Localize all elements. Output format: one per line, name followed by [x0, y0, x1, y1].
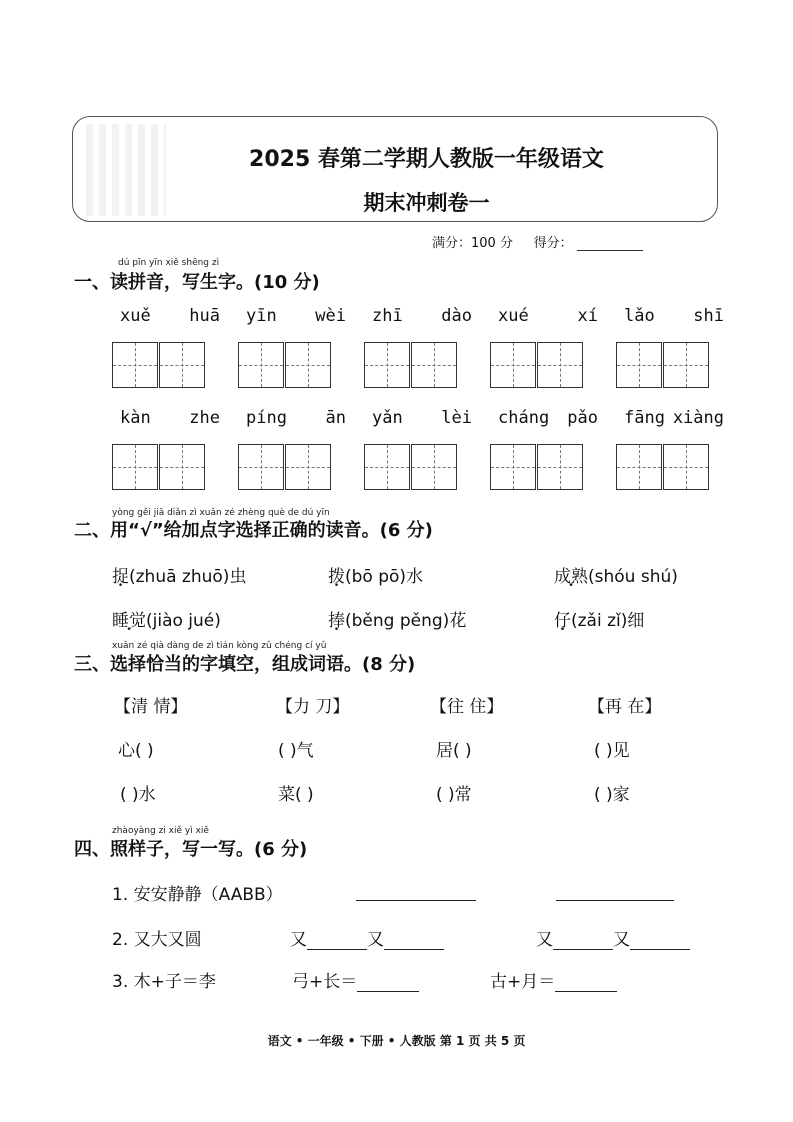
full-score: 满分：100 分: [432, 236, 513, 251]
pinyin-choice: (shóu shú): [588, 567, 678, 587]
pinyin-choice: (zǎi zǐ): [571, 611, 628, 631]
dotted-char: 睡觉: [112, 611, 146, 631]
score-line: [432, 232, 643, 251]
compose-answer[interactable]: 弓+长＝: [292, 967, 419, 992]
char-suffix: 虫: [229, 567, 247, 587]
tian-grid-box[interactable]: [364, 342, 410, 388]
pinyin-prompt: píng ān: [246, 408, 346, 428]
tian-grid-box[interactable]: [490, 444, 536, 490]
dotted-char: 捉: [112, 567, 129, 587]
tian-grid-box[interactable]: [616, 342, 662, 388]
section3-ruby: xuǎn zé qià dàng de zì tián kòng zǔ chéng cí yǔ: [112, 641, 327, 651]
example-1: 1. 安安静静（AABB）: [112, 885, 283, 905]
tian-grid-box[interactable]: [285, 444, 331, 490]
pinyin-choice: (bō pō): [345, 567, 407, 587]
tian-grid-box[interactable]: [238, 444, 284, 490]
tian-grid-box[interactable]: [663, 444, 709, 490]
pinyin-choice: (běng pěng): [345, 611, 450, 631]
pinyin-prompt: fāng xiàng: [624, 408, 724, 428]
question-item[interactable]: [554, 562, 678, 587]
compose-answer[interactable]: 古+月＝: [490, 967, 617, 992]
tian-grid-box[interactable]: [537, 342, 583, 388]
pinyin-prompt: cháng pǎo: [498, 408, 598, 428]
tian-grid-box[interactable]: [112, 342, 158, 388]
pattern-answer[interactable]: 又 又: [290, 925, 444, 950]
pinyin-prompt: xuě huā: [120, 306, 220, 326]
fill-blank[interactable]: ( )见: [594, 741, 630, 761]
example-2: 2. 又大又圆: [112, 930, 202, 950]
tian-grid-box[interactable]: [411, 342, 457, 388]
pattern-answer[interactable]: 又 又: [536, 925, 690, 950]
section1-title: 一、读拼音，写生字。(10 分): [74, 272, 320, 293]
char-group: 【再 在】: [588, 697, 662, 717]
tian-grid-box[interactable]: [238, 342, 284, 388]
fill-blank[interactable]: ( )家: [594, 785, 630, 805]
pinyin-prompt: yīn wèi: [246, 306, 346, 326]
char-suffix: 花: [449, 611, 467, 631]
tian-grid-box[interactable]: [159, 444, 205, 490]
question-item[interactable]: [112, 562, 246, 587]
tian-grid-box[interactable]: [663, 342, 709, 388]
section3-title: 三、选择恰当的字填空，组成词语。(8 分): [74, 654, 416, 675]
pinyin-prompt: lǎo shī: [624, 306, 724, 326]
fill-blank[interactable]: ( )气: [278, 741, 314, 761]
fill-blank[interactable]: ( )水: [120, 785, 156, 805]
pinyin-prompt: kàn zhe: [120, 408, 220, 428]
tian-grid-box[interactable]: [112, 444, 158, 490]
char-group: 【往 住】: [430, 697, 504, 717]
char-group: 【力 刀】: [276, 697, 350, 717]
question-item[interactable]: [112, 606, 221, 631]
pinyin-prompt: yǎn lèi: [372, 408, 472, 428]
exam-title: 2025 春第二学期人教版一年级语文: [249, 147, 604, 172]
section4-title: 四、照样子，写一写。(6 分): [74, 839, 308, 860]
page-footer: 语文 • 一年级 • 下册 • 人教版 第 1 页 共 5 页: [267, 1034, 526, 1048]
tian-grid-box[interactable]: [616, 444, 662, 490]
answer-blank[interactable]: [556, 882, 674, 901]
dotted-char: 成熟: [554, 567, 588, 587]
char-suffix: 水: [406, 567, 424, 587]
dotted-char: 拨: [328, 567, 345, 587]
section4-ruby: zhàoyàng zi xiě yì xiě: [112, 826, 209, 836]
fill-blank[interactable]: 居( ): [436, 741, 472, 761]
tian-grid-box[interactable]: [159, 342, 205, 388]
fill-blank[interactable]: 心( ): [118, 741, 154, 761]
score-blank[interactable]: [577, 236, 643, 251]
pinyin-prompt: zhī dào: [372, 306, 472, 326]
got-score-label: 得分：: [533, 236, 573, 251]
question-item[interactable]: [554, 606, 644, 631]
char-group: 【清 情】: [114, 697, 188, 717]
section2-ruby: yòng gěi jiā diǎn zì xuǎn zé zhèng què de dú yīn: [112, 508, 330, 518]
tian-grid-box[interactable]: [285, 342, 331, 388]
pinyin-choice: (zhuā zhuō): [129, 567, 230, 587]
section2-title: 二、用“√”给加点字选择正确的读音。(6 分): [74, 520, 433, 541]
dotted-char: 捧: [328, 611, 345, 631]
fill-blank[interactable]: 菜( ): [278, 785, 314, 805]
char-suffix: 细: [627, 611, 645, 631]
pinyin-choice: (jiào jué): [146, 611, 221, 631]
tian-grid-box[interactable]: [537, 444, 583, 490]
fill-blank[interactable]: ( )常: [436, 785, 472, 805]
exam-subtitle: 期末冲刺卷一: [363, 191, 490, 215]
pinyin-prompt: xué xí: [498, 306, 598, 326]
tian-grid-box[interactable]: [364, 444, 410, 490]
question-item[interactable]: [328, 606, 466, 631]
dotted-char: 仔: [554, 611, 571, 631]
example-3: 3. 木+子＝李: [112, 972, 216, 992]
question-item[interactable]: [328, 562, 423, 587]
tian-grid-box[interactable]: [490, 342, 536, 388]
section1-ruby: dú pīn yīn xiě shēng zì: [118, 258, 220, 268]
answer-blank[interactable]: [356, 882, 476, 901]
tian-grid-box[interactable]: [411, 444, 457, 490]
